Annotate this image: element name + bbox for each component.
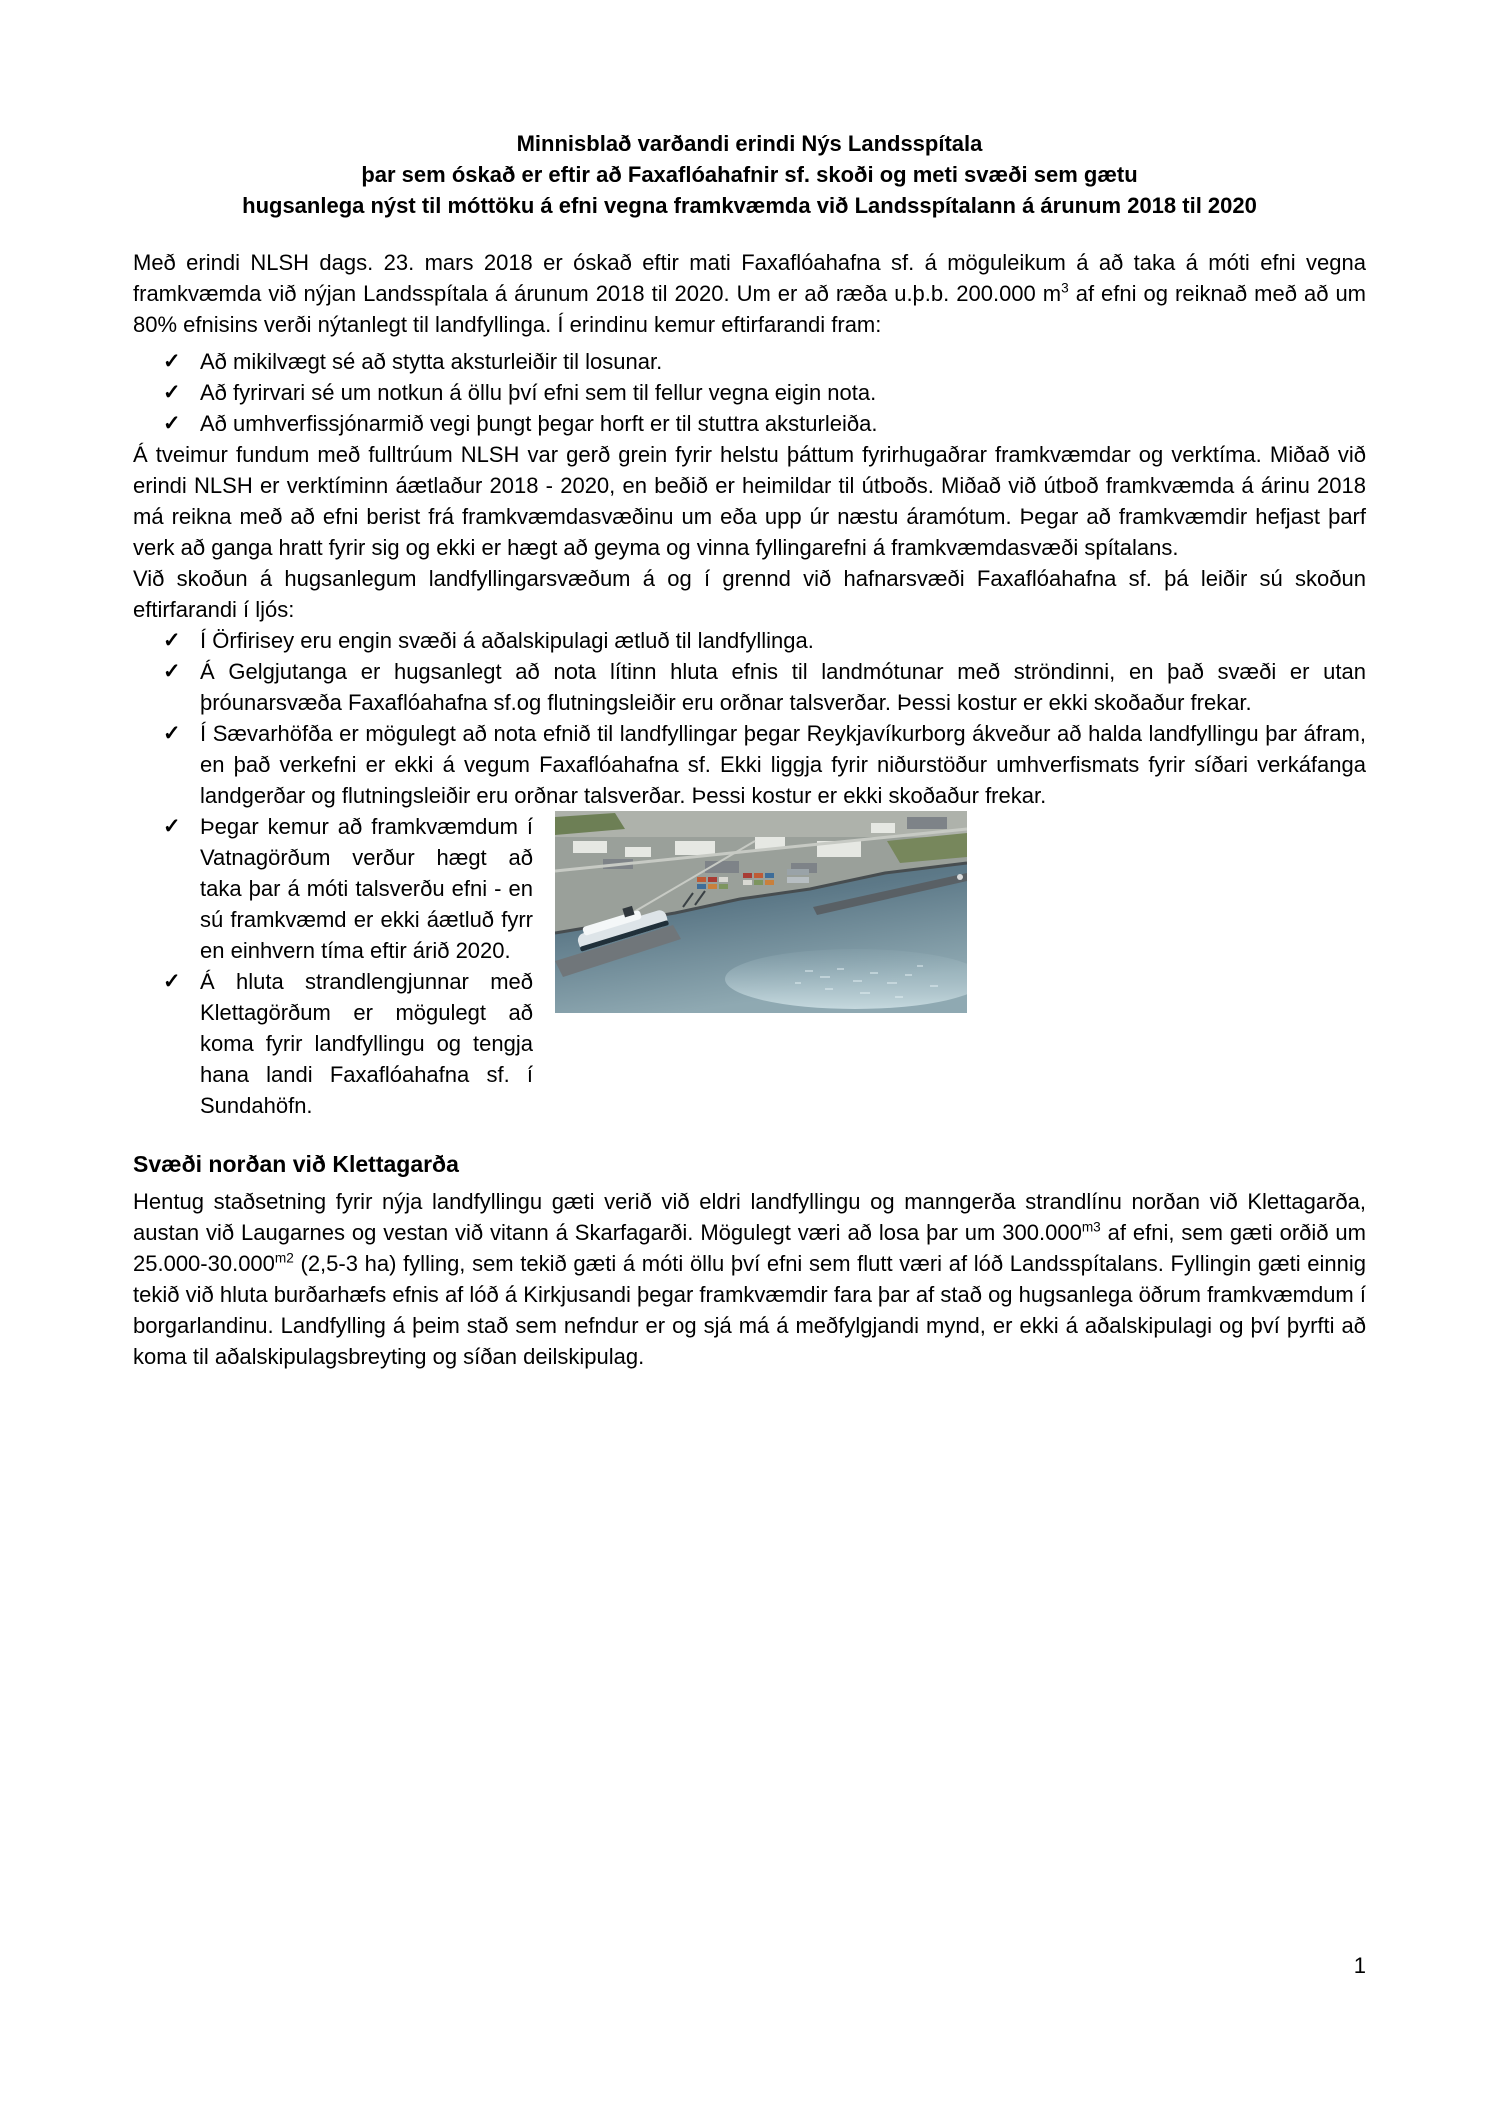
section-paragraph (133, 1186, 1366, 1372)
section-heading: Svæði norðan við Klettagarða (133, 1151, 459, 1177)
list-item-text: Í Sævarhöfða er mögulegt að nota efnið til landfyllingar þegar Reykjavíkurborg ákveður að halda landfyllingu þar áfram, en það verkefni er ekki á vegum Faxaflóahafna sf. Ekki liggja fyrir niðurstöður umhverfismats fyrir síðari verkáfanga landgerðar og flutningsleiðir eru orðnar talsverðar. Þessi kostur er ekki skoðaður frekar. (200, 721, 1366, 808)
checkmark-icon: ✓ (163, 660, 181, 683)
list-item (133, 811, 533, 966)
page-number: 1 (1353, 1953, 1366, 1978)
section-text-a: Hentug staðsetning fyrir nýja landfyllingu gæti verið við eldri landfyllingu og manngerða strandlínu norðan við Klettagarða, austan við Laugarnes og vestan við vitann á Skarfagarði. Mögulegt væri að losa þar um 300.000 (133, 1189, 1366, 1245)
list-item (133, 718, 1366, 811)
superscript-m2: m2 (274, 1250, 294, 1266)
checkmark-icon: ✓ (163, 350, 181, 373)
checkmark-icon: ✓ (163, 629, 181, 652)
intro-paragraph (133, 247, 1366, 340)
list-item (133, 408, 1366, 439)
meetings-paragraph: Á tveimur fundum með fulltrúum NLSH var gerð grein fyrir helstu þáttum fyrirhugaðrar framkvæmdar og verktíma. Miðað við erindi NLSH er verktíminn áætlaður 2018 - 2020, en beðið er heimildar til útboðs. Miðað við útboð framkvæmda á árinu 2018 má reikna með að efni berist frá framkvæmdasvæðinu um eða upp úr næstu áramótum. Þegar að framkvæmdir hefjast þarf verk að ganga hratt fyrir sig og ekki er hægt að geyma og vinna fyllingarefni á framkvæmdasvæði spítalans. (133, 442, 1366, 560)
checkmark-icon: ✓ (163, 815, 181, 838)
list-item-text: Að mikilvægt sé að stytta aksturleiðir til losunar. (200, 349, 663, 374)
checkmark-icon: ✓ (163, 970, 181, 993)
list-item (133, 377, 1366, 408)
checkmark-icon: ✓ (163, 412, 181, 435)
survey-bullet-list (133, 625, 1366, 811)
title-line-1: Minnisblað varðandi erindi Nýs Landsspítala (516, 131, 983, 156)
survey-bullet-list-narrow (133, 811, 533, 1121)
superscript-3: 3 (1061, 280, 1069, 296)
list-item (133, 656, 1366, 718)
list-item (133, 966, 533, 1121)
list-item-text: Í Örfirisey eru engin svæði á aðalskipulagi ætluð til landfyllinga. (200, 628, 814, 653)
section-text-b: af efni, sem gæti orðið um 25.000-30.000 (133, 1220, 1366, 1276)
bullets-and-photo-row (133, 811, 1366, 1121)
title-line-2: þar sem óskað er eftir að Faxaflóahafnir sf. skoði og meti svæði sem gætu (361, 162, 1138, 187)
checkmark-icon: ✓ (163, 381, 181, 404)
checkmark-icon: ✓ (163, 722, 181, 745)
section-text-c: (2,5-3 ha) fylling, sem tekið gæti á móti öllu því efni sem flutt væri af lóð Landsspítalans. Fyllingin gæti einnig tekið við hluta burðarhæfs efnis af lóð á Kirkjusandi þegar framkvæmdir fara þar af stað og hugsanlega öðrum framkvæmdum í borgarlandinu. Landfylling á þeim stað sem nefndur er og sjá má á meðfylgjandi mynd, er ekki á aðalskipulagi og því þyrfti að koma til aðalskipulagsbreyting og síðan deilskipulag. (133, 1251, 1366, 1369)
list-item (133, 346, 1366, 377)
intro-text-b: af efni og reiknað með að um 80% efnisins verði nýtanlegt til landfyllinga. Í erindinu kemur eftirfarandi fram: (133, 281, 1367, 337)
harbor-aerial-photo (555, 811, 967, 1029)
document-title (133, 128, 1366, 221)
intro-text-a: Með erindi NLSH dags. 23. mars 2018 er óskað eftir mati Faxaflóahafna sf. á möguleikum á að taka á móti efni vegna framkvæmda við nýjan Landsspítala á árunum 2018 til 2020. Um er að ræða u.þ.b. 200.000 m (133, 250, 1366, 306)
harbor-aerial-photo-svg (555, 811, 967, 1013)
list-item-text: Að fyrirvari sé um notkun á öllu því efni sem til fellur vegna eigin nota. (200, 380, 877, 405)
intro-bullet-list (133, 346, 1366, 439)
list-item (133, 625, 1366, 656)
survey-intro-paragraph: Við skoðun á hugsanlegum landfyllingarsvæðum á og í grennd við hafnarsvæði Faxaflóahafna sf. þá leiðir sú skoðun eftirfarandi í ljós: (133, 566, 1366, 622)
title-line-3: hugsanlega nýst til móttöku á efni vegna framkvæmda við Landsspítalann á árunum 2018 til 2020 (242, 193, 1257, 218)
list-item-text: Að umhverfissjónarmið vegi þungt þegar horft er til stuttra aksturleiða. (200, 411, 878, 436)
list-item-text: Á Gelgjutanga er hugsanlegt að nota lítinn hluta efnis til landmótunar með ströndinni, en það svæði er utan þróunarsvæða Faxaflóahafna sf.og flutningsleiðir eru orðnar talsverðar. Þessi kostur er ekki skoðaður frekar. (200, 659, 1366, 715)
superscript-m3: m3 (1081, 1219, 1101, 1235)
list-item-text: Þegar kemur að framkvæmdum í Vatnagörðum verður hægt að taka þar á móti talsverðu efni - en sú framkvæmd er ekki áætluð fyrr en einhvern tíma eftir árið 2020. (200, 814, 533, 963)
lighthouse (957, 874, 963, 880)
list-item-text: Á hluta strandlengjunnar með Klettagörðum er mögulegt að koma fyrir landfyllingu og tengja hana landi Faxaflóahafna sf. í Sundahöfn. (200, 969, 533, 1118)
